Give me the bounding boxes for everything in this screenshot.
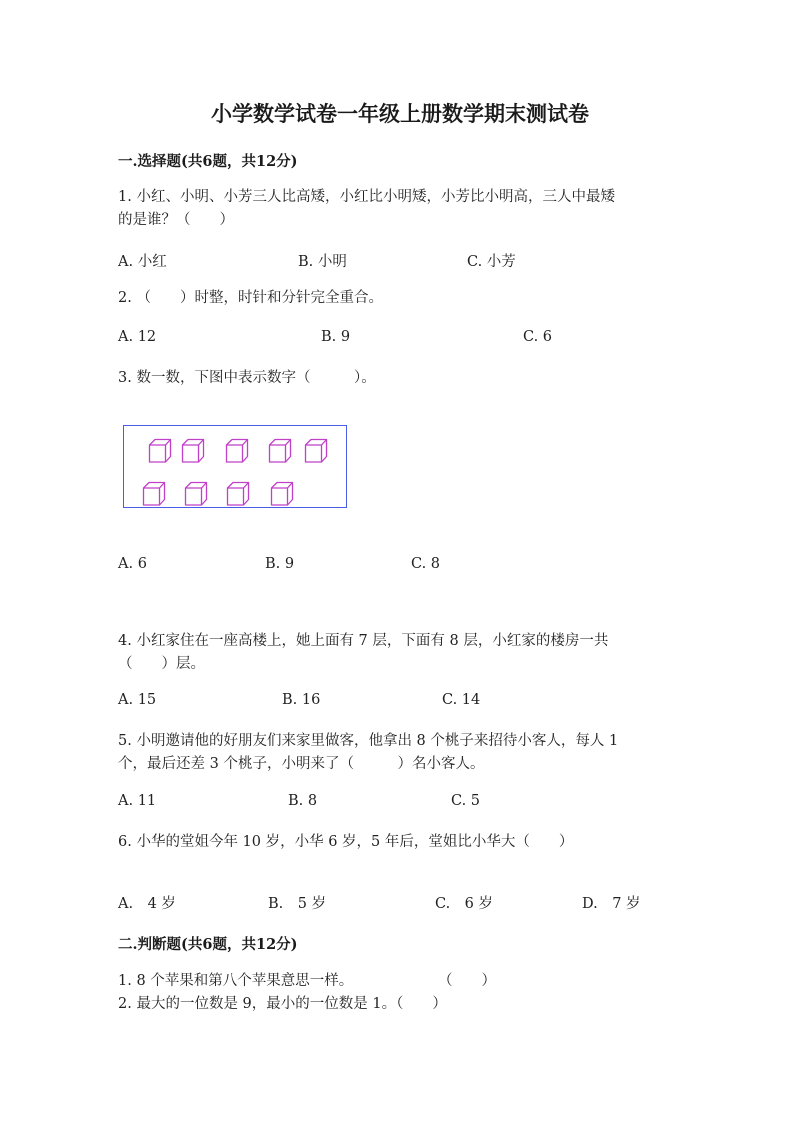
question-3-text: 3. 数一数，下图中表示数字（ ）。 (118, 370, 376, 386)
question-1-line-2: 的是谁？（ ） (118, 212, 234, 228)
judgement-item-1-bracket: （ ） (438, 973, 496, 989)
question-6-text: 6. 小华的堂姐今年 10 岁，小华 6 岁，5 年后，堂姐比小华大（ ） (118, 834, 574, 850)
cube-icon (268, 438, 292, 464)
question-4-option-c: C. 14 (442, 692, 481, 708)
section-heading-choice: 一.选择题(共6题，共12分) (118, 153, 298, 170)
cube-icon (142, 481, 166, 507)
question-1-option-c: C. 小芳 (467, 254, 516, 270)
question-4-line-1: 4. 小红家住在一座高楼上，她上面有 7 层，下面有 8 层，小红家的楼房一共 (118, 633, 609, 649)
cube-icon (181, 438, 205, 464)
question-4-option-b: B. 16 (282, 692, 321, 708)
question-3-option-a: A. 6 (118, 556, 147, 572)
question-4-option-a: A. 15 (118, 692, 157, 708)
question-1-line-1: 1. 小红、小明、小芳三人比高矮，小红比小明矮，小芳比小明高，三人中最矮 (118, 189, 615, 205)
question-5-option-b: B. 8 (288, 793, 318, 809)
question-6-option-d: D. 7 岁 (582, 896, 641, 912)
cube-icon (226, 481, 250, 507)
question-1-option-a: A. 小红 (118, 254, 167, 270)
question-1-option-b: B. 小明 (298, 254, 347, 270)
cube-icon (225, 438, 249, 464)
question-2-option-a: A. 12 (118, 329, 157, 345)
question-6-option-c: C. 6 岁 (435, 896, 494, 912)
cube-icon (270, 481, 294, 507)
cube-icon (184, 481, 208, 507)
judgement-item-2: 2. 最大的一位数是 9，最小的一位数是 1。（ ） (118, 996, 447, 1012)
question-5-option-a: A. 11 (118, 793, 157, 809)
question-3-option-c: C. 8 (411, 556, 441, 572)
question-2-text: 2. （ ）时整，时针和分针完全重合。 (118, 290, 383, 306)
question-2-option-b: B. 9 (321, 329, 351, 345)
cube-figure (123, 425, 347, 508)
cube-icon (148, 438, 172, 464)
question-4-line-2: （ ）层。 (118, 656, 205, 672)
question-6-option-a: A. 4 岁 (118, 896, 176, 912)
question-3-option-b: B. 9 (265, 556, 295, 572)
question-6-option-b: B. 5 岁 (268, 896, 327, 912)
section-heading-judgement: 二.判断题(共6题，共12分) (118, 936, 298, 953)
question-5-line-2: 个，最后还差 3 个桃子，小明来了（ ）名小客人。 (118, 756, 485, 772)
judgement-item-1: 1. 8 个苹果和第八个苹果意思一样。 (118, 973, 354, 989)
question-5-line-1: 5. 小明邀请他的好朋友们来家里做客，他拿出 8 个桃子来招待小客人，每人 1 (118, 733, 619, 749)
page-title: 小学数学试卷一年级上册数学期末测试卷 (211, 101, 589, 126)
question-2-option-c: C. 6 (523, 329, 553, 345)
question-5-option-c: C. 5 (451, 793, 481, 809)
cube-icon (304, 438, 328, 464)
